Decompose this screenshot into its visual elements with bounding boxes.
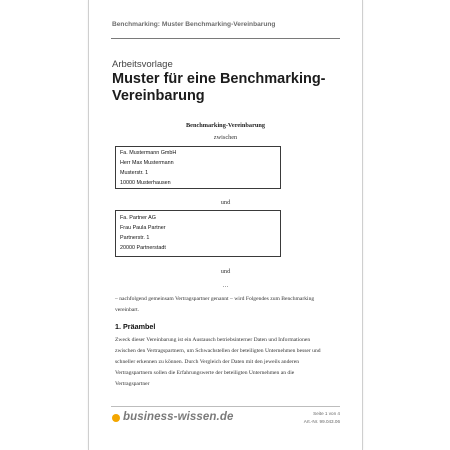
- brand-logo: business-wissen.de: [123, 411, 234, 423]
- section-1-heading: 1. Präambel: [115, 322, 156, 331]
- and-label-1: und: [220, 199, 231, 206]
- parties-intro-text: – nachfolgend gemeinsam Vertragspartner genannt – wird Folgendes zum Benchmarking vereinbart.: [115, 296, 315, 313]
- footer-divider: [111, 406, 340, 407]
- party-2-company: Fa. Partner AG: [120, 215, 156, 221]
- logo-dot-icon: [112, 414, 120, 422]
- article-number: Art.-Nr. 99.043.06: [303, 419, 340, 424]
- header-divider: [111, 38, 340, 39]
- party-1-address-box: [115, 146, 281, 189]
- section-1-text: Zweck dieser Vereinbarung ist ein Austausch betriebsinterner Daten und Informationen zwischen den Vertragspartnern, um Schwachstellen der beteiligten Unternehmen besser und schneller erkennen zu können. Durch Vergleich der Daten mit den jeweils anderen Vertragspartnern sollen die Erfahrungswerte der beteiligten Unternehmen an die Vertragspartner: [115, 337, 321, 387]
- and-label-2: und: [220, 268, 231, 275]
- party-1-city: 10000 Musterhausen: [120, 180, 171, 186]
- ellipsis: …: [222, 282, 229, 289]
- party-2-address-box: [115, 210, 281, 257]
- party-2-city: 20000 Partnerstadt: [120, 245, 166, 251]
- agreement-heading: Benchmarking-Vereinbarung: [185, 122, 266, 129]
- party-2-contact: Frau Paula Partner: [120, 225, 166, 231]
- party-2-street: Partnerstr. 1: [120, 235, 150, 241]
- running-header: Benchmarking: Muster Benchmarking-Vereinbarung: [112, 21, 276, 28]
- party-1-contact: Herr Max Mustermann: [120, 160, 174, 166]
- party-1-street: Musterstr. 1: [120, 170, 149, 176]
- between-label: zwischen: [213, 134, 238, 141]
- document-title: Muster für eine Benchmarking-Vereinbarung: [112, 71, 326, 104]
- document-page: [88, 0, 363, 450]
- document-kicker: Arbeitsvorlage: [112, 59, 173, 70]
- party-1-company: Fa. Mustermann GmbH: [120, 150, 177, 156]
- page-number: Seite 1 von 4: [313, 411, 340, 416]
